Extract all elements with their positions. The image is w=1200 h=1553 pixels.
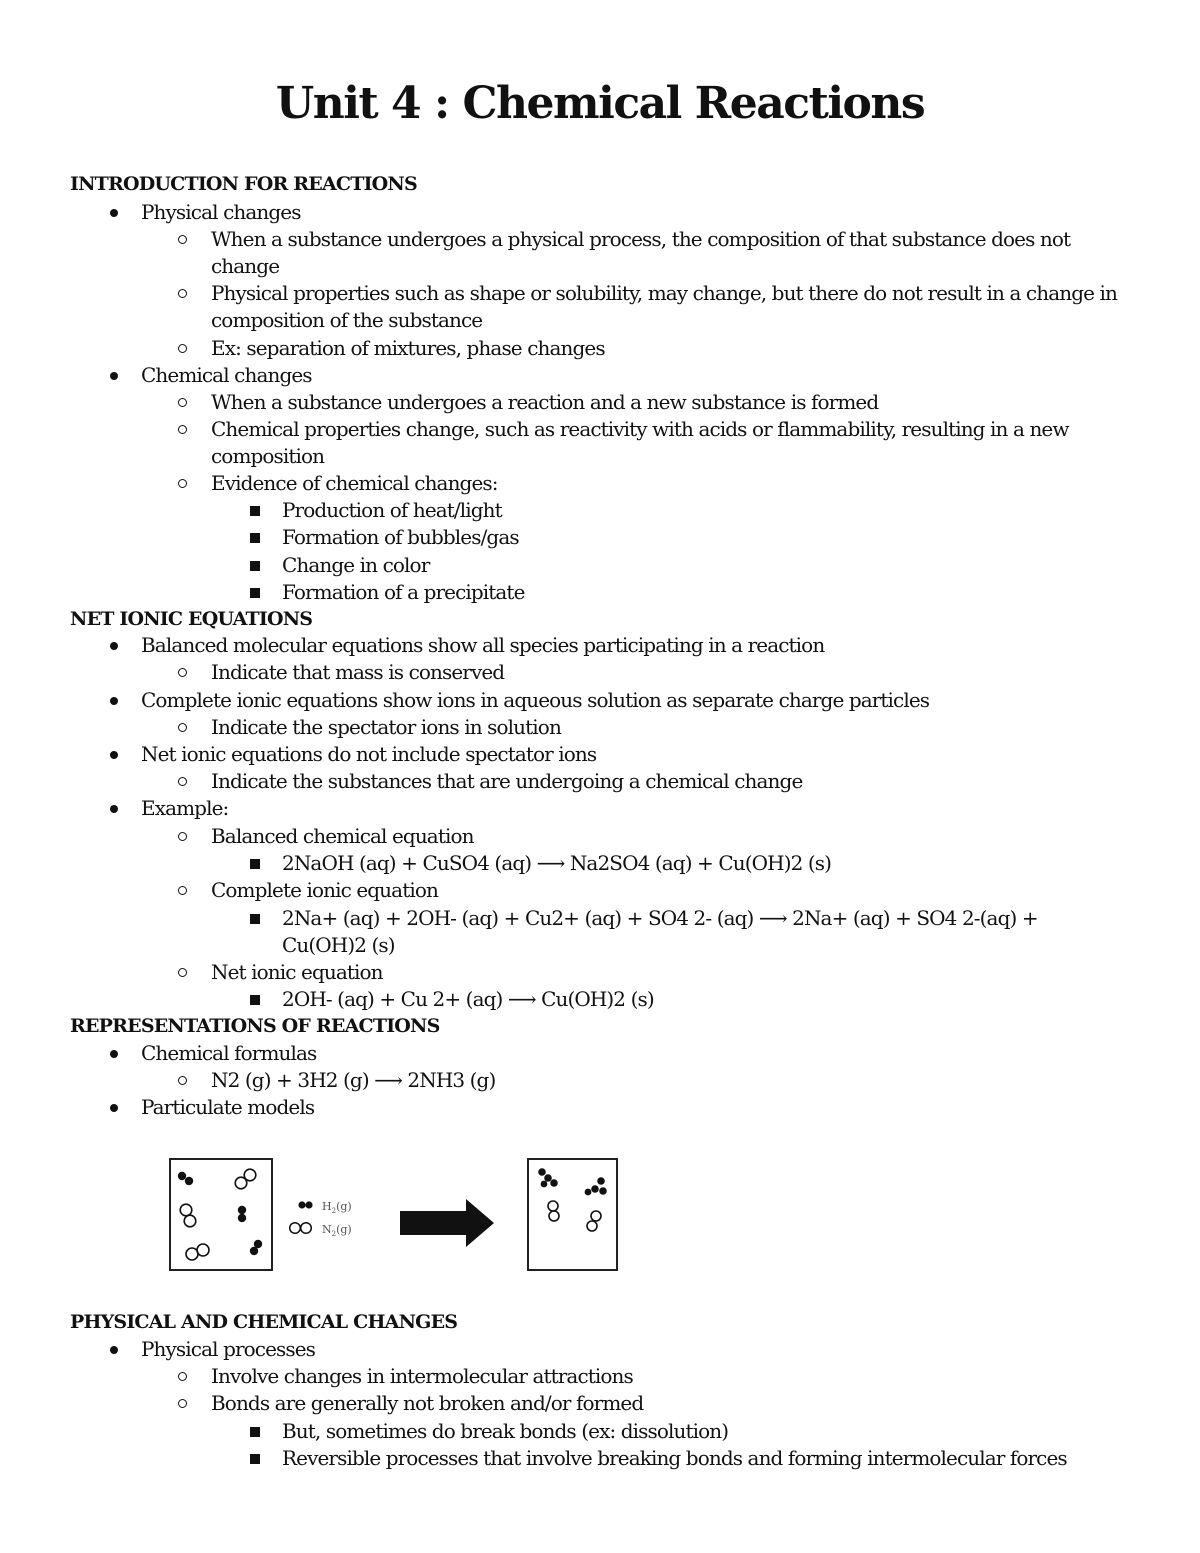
list-item: Indicate the spectator ions in solution [211,715,561,739]
list-item: Production of heat/light [282,498,502,522]
list-item: Chemical formulas [141,1041,317,1065]
bullet-disc-icon [110,751,118,759]
bullet-square-icon [250,533,260,543]
n2-molecule-icon [548,1201,559,1221]
bullet-circle-icon [178,968,187,977]
list-item: Balanced chemical equation [211,824,474,848]
bullet-square-icon [250,588,260,598]
page-title: Unit 4 : Chemical Reactions [275,78,925,129]
equation: N2 (g) + 3H2 (g) ⟶ 2NH3 (g) [211,1068,496,1092]
bullet-circle-icon [178,235,187,244]
list-item-continuation: composition of the substance [211,308,483,332]
list-item: Formation of bubbles/gas [282,525,519,549]
section-heading-net-ionic: NET IONIC EQUATIONS [70,608,313,630]
legend-n2 [290,1223,312,1234]
bullet-circle-icon [178,832,187,841]
legend-n2-label: $N_2(g)$ [322,1223,352,1238]
list-item-continuation: composition [211,444,325,468]
list-item: Physical properties such as shape or solubility, may change, but there do not result in a change in [211,281,1117,305]
bullet-circle-icon [178,289,187,298]
bullet-square-icon [250,1427,260,1437]
list-item: Balanced molecular equations show all species participating in a reaction [141,633,825,657]
bullet-circle-icon [178,723,187,732]
list-item: Net ionic equation [211,960,383,984]
bullet-disc-icon [110,805,118,813]
bullet-disc-icon [110,642,118,650]
list-item: Change in color [282,553,430,577]
bullet-circle-icon [178,668,187,677]
list-item: Bonds are generally not broken and/or formed [211,1391,644,1415]
bullet-disc-icon [110,209,118,217]
list-item: Indicate the substances that are undergoing a chemical change [211,769,803,793]
list-item: Net ionic equations do not include spectator ions [141,742,597,766]
list-item: Involve changes in intermolecular attractions [211,1364,633,1388]
bullet-square-icon [250,506,260,516]
bullet-circle-icon [178,398,187,407]
list-item: Evidence of chemical changes: [211,471,498,495]
bullet-square-icon [250,561,260,571]
bullet-disc-icon [110,1104,118,1112]
legend-h2-label: $H_2(g)$ [322,1200,352,1215]
h2-molecule-icon [250,1240,262,1255]
list-item: Ex: separation of mixtures, phase changes [211,336,605,360]
nh3-molecule-icon [538,1168,558,1187]
n2-molecule-icon [186,1244,209,1260]
n2-molecule-icon [235,1169,256,1189]
bullet-disc-icon [110,1346,118,1354]
h2-molecule-icon [238,1206,246,1222]
particulate-model-figure [168,1156,624,1276]
list-item: Particulate models [141,1095,315,1119]
bullet-circle-icon [178,425,187,434]
section-heading-intro: INTRODUCTION FOR REACTIONS [70,173,417,195]
list-item: But, sometimes do break bonds (ex: dissolution) [282,1419,729,1443]
list-item: Physical processes [141,1337,316,1361]
equation: 2Na+ (aq) + 2OH- (aq) + Cu2+ (aq) + SO4 2- (aq) ⟶ 2Na+ (aq) + SO4 2-(aq) + [282,906,1038,930]
list-item-continuation: change [211,254,280,278]
equation: 2OH- (aq) + Cu 2+ (aq) ⟶ Cu(OH)2 (s) [282,987,654,1011]
legend-h2 [298,1201,312,1208]
equation-continuation: Cu(OH)2 (s) [282,933,395,957]
list-item: Physical changes [141,200,301,224]
bullet-square-icon [250,914,260,924]
equation: 2NaOH (aq) + CuSO4 (aq) ⟶ Na2SO4 (aq) + Cu(OH)2 (s) [282,851,832,875]
bullet-circle-icon [178,1076,187,1085]
n2-molecule-icon [587,1211,601,1231]
n2-molecule-icon [180,1204,196,1227]
list-item: Chemical properties change, such as reactivity with acids or flammability, resulting in a new [211,417,1069,441]
bullet-circle-icon [178,777,187,786]
h2-molecule-icon [178,1172,193,1185]
list-item: When a substance undergoes a reaction and a new substance is formed [211,390,879,414]
bullet-circle-icon [178,479,187,488]
list-item: Example: [141,796,229,820]
list-item: Indicate that mass is conserved [211,660,505,684]
list-item: Reversible processes that involve breaking bonds and forming intermolecular forces [282,1446,1067,1470]
bullet-disc-icon [110,1050,118,1058]
bullet-square-icon [250,859,260,869]
nh3-molecule-icon [585,1177,607,1195]
bullet-circle-icon [178,344,187,353]
bullet-circle-icon [178,1399,187,1408]
list-item: When a substance undergoes a physical process, the composition of that substance does not [211,227,1071,251]
bullet-disc-icon [110,372,118,380]
reaction-arrow-icon [400,1199,494,1247]
list-item: Complete ionic equations show ions in aqueous solution as separate charge particles [141,688,930,712]
bullet-disc-icon [110,697,118,705]
bullet-circle-icon [178,1372,187,1381]
list-item: Formation of a precipitate [282,580,525,604]
bullet-square-icon [250,1454,260,1464]
section-heading-representations: REPRESENTATIONS OF REACTIONS [70,1015,440,1037]
list-item: Chemical changes [141,363,312,387]
bullet-circle-icon [178,886,187,895]
section-heading-phys-chem: PHYSICAL AND CHEMICAL CHANGES [70,1311,458,1333]
bullet-square-icon [250,995,260,1005]
list-item: Complete ionic equation [211,878,438,902]
